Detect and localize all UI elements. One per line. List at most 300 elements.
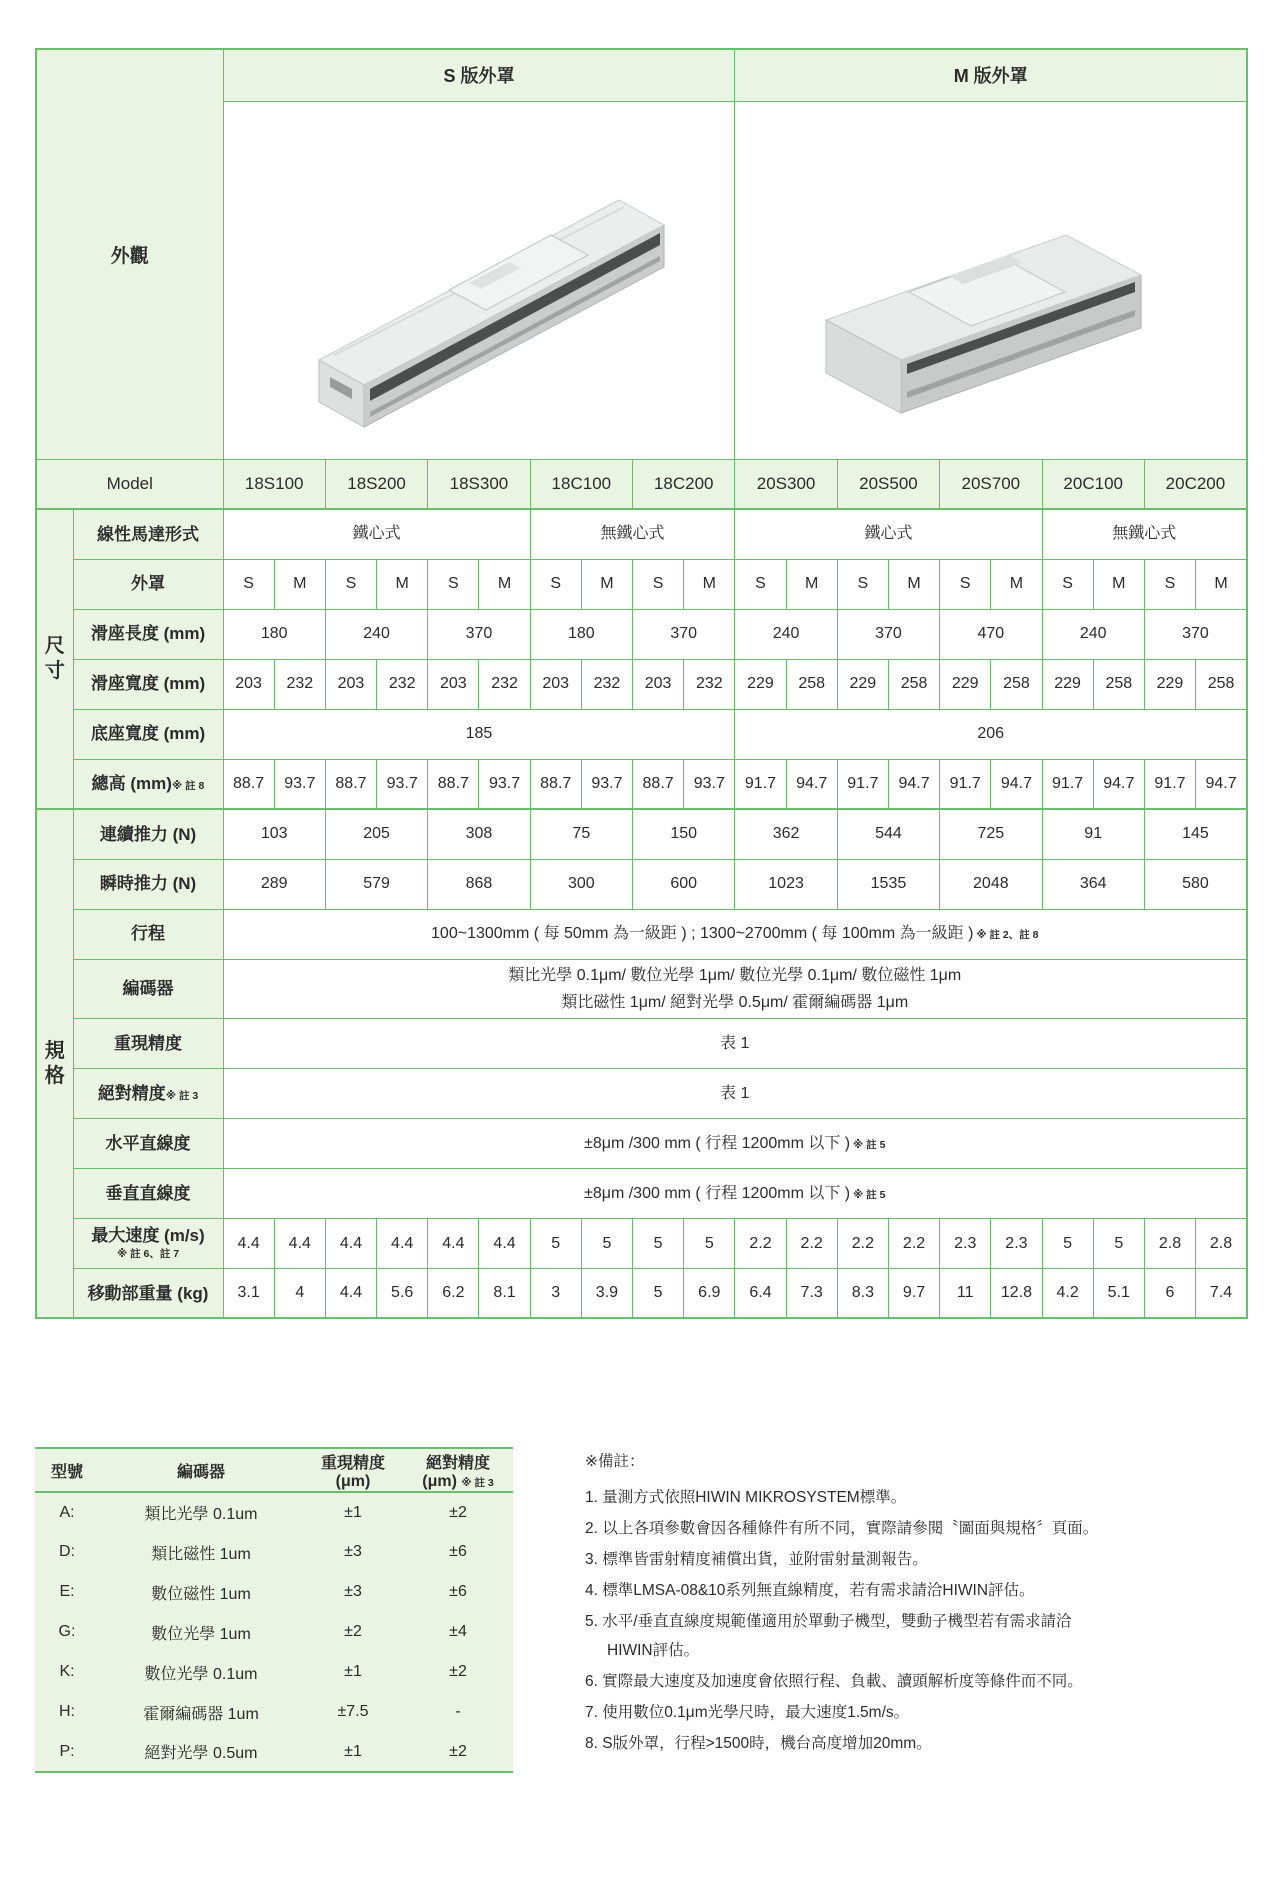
encoder-name: 類比光學 0.1um	[144, 1506, 258, 1524]
encoder-header-absolute-text: 絕對精度 (μm)	[422, 1454, 490, 1490]
value-cell	[325, 559, 376, 609]
value-cell	[530, 759, 581, 809]
value-text: 370	[1182, 625, 1209, 643]
value-line: 類比磁性 1μm/ 絕對光學 0.5μm/ 霍爾編碼器 1μm	[561, 993, 909, 1011]
value-text: M	[907, 575, 921, 593]
value-text: 1535	[870, 875, 907, 893]
encoder-repeatability: ±1	[344, 1663, 362, 1681]
row-label-text: 水平直線度	[105, 1133, 191, 1153]
note-item-1: 1. 量測方式依照HIWIN MIKROSYSTEM標準。	[585, 1489, 907, 1507]
encoder-name: 絕對光學 0.5um	[144, 1745, 258, 1763]
value-text: 5	[653, 1234, 663, 1252]
value-text: 2.8	[1209, 1234, 1233, 1252]
value-cell	[735, 559, 786, 609]
value-text: 91.7	[847, 774, 879, 792]
encoder-repeatability: ±2	[344, 1623, 362, 1641]
value-text: 180	[260, 625, 288, 643]
spec-row-moving-mass	[36, 1268, 1247, 1318]
value-cell	[223, 809, 325, 859]
value-cell	[1196, 659, 1247, 709]
value-text: 8.3	[851, 1284, 874, 1302]
value-text: 362	[772, 825, 800, 843]
value-cell	[325, 859, 427, 909]
value-cell	[684, 1218, 735, 1268]
encoder-name: 數位磁性 1um	[151, 1585, 251, 1603]
value-cell	[786, 1268, 837, 1318]
value-cell	[1144, 859, 1247, 909]
spec-row-slider-width	[36, 659, 1247, 709]
value-cell	[735, 709, 1247, 759]
row-label-text: 線性馬達形式	[97, 524, 199, 544]
row-label-cover	[73, 559, 223, 609]
row-label-repeatability	[73, 1018, 223, 1068]
value-cell	[991, 1268, 1042, 1318]
value-cell	[684, 759, 735, 809]
value-note: ※ 註 5	[850, 1188, 886, 1201]
value-cell	[223, 709, 735, 759]
value-text: S	[243, 575, 254, 593]
value-text: 6.9	[698, 1284, 721, 1302]
value-text: 229	[1054, 675, 1081, 693]
value-cell	[1196, 759, 1247, 809]
value-text: 93.7	[693, 774, 725, 792]
value-cell	[530, 509, 735, 559]
model-row	[36, 459, 1247, 509]
value-text: 94.7	[898, 774, 930, 792]
spec-row-vertical-straightness	[36, 1168, 1247, 1218]
encoder-row-A	[35, 1492, 513, 1532]
value-text: 370	[670, 625, 698, 643]
value-text: 11	[956, 1284, 974, 1302]
note-item-5: 5. 水平/垂直直線度規範僅適用於單動子機型，雙動子機型若有需求請洽 HIWIN評估。	[585, 1613, 1072, 1660]
model-18c100: 18C100	[530, 459, 632, 509]
value-text: 4.4	[339, 1284, 363, 1302]
value-text: 2.2	[902, 1234, 926, 1252]
value-text: 370	[875, 625, 902, 643]
value-cell	[940, 809, 1042, 859]
value-text: 229	[849, 675, 877, 693]
value-text: 4.4	[493, 1234, 516, 1252]
note-item-2: 2. 以上各項參數會因各種條件有所不同，實際請參閱〝圖面與規格〞頁面。	[585, 1520, 1099, 1538]
row-label-text: 重現精度	[114, 1033, 182, 1053]
encoder-repeatability: ±7.5	[337, 1703, 369, 1721]
value-cell	[428, 759, 479, 809]
value-cell	[1042, 509, 1247, 559]
value-cell	[223, 559, 274, 609]
model-20c100: 20C100	[1042, 459, 1144, 509]
value-cell	[1093, 1218, 1144, 1268]
spec-row-cover	[36, 559, 1247, 609]
value-cell	[1144, 559, 1195, 609]
value-text: S	[755, 575, 766, 593]
value-cell	[735, 609, 837, 659]
value-cell	[837, 609, 939, 659]
model-18s300: 18S300	[428, 459, 530, 509]
value-cell	[1042, 1268, 1093, 1318]
value-cell	[377, 559, 428, 609]
value-cell	[479, 759, 530, 809]
notes	[585, 1447, 1107, 1760]
notes-list	[585, 1483, 1107, 1758]
value-text: 鐵心式	[864, 525, 913, 543]
value-cell	[274, 1268, 325, 1318]
value-cell	[837, 1218, 888, 1268]
value-text: 725	[977, 825, 1005, 843]
value-text: 9.7	[902, 1284, 926, 1302]
value-cell	[1144, 1218, 1195, 1268]
value-text: 185	[465, 725, 493, 743]
value-text: 5	[1114, 1234, 1124, 1252]
value-text: 5	[602, 1234, 612, 1252]
value-cell	[633, 859, 735, 909]
model-18c200: 18C200	[633, 459, 735, 509]
value-cell	[888, 1218, 939, 1268]
row-label-text: 總高 (mm)	[91, 774, 172, 794]
value-cell	[428, 859, 530, 909]
value-text: S	[448, 575, 459, 593]
value-text: 2.3	[954, 1234, 977, 1252]
spec-row-slider-length	[36, 609, 1247, 659]
row-label-note: ※ 註 8	[171, 780, 205, 793]
value-text: 5	[653, 1284, 663, 1302]
value-cell	[325, 1268, 376, 1318]
value-text: 232	[695, 675, 723, 693]
group-label-text: 規格	[44, 1039, 65, 1087]
value-text: M	[395, 575, 409, 593]
value-text: 2.3	[1005, 1234, 1028, 1252]
value-text: 6	[1165, 1284, 1175, 1302]
value-cell	[325, 809, 427, 859]
value-cell	[428, 559, 479, 609]
value-text: 258	[900, 675, 928, 693]
value-cell	[1042, 559, 1093, 609]
value-text: 4.4	[339, 1234, 363, 1252]
value-cell	[1093, 559, 1144, 609]
value-text: 229	[951, 675, 979, 693]
spec-row-absolute-accuracy	[36, 1068, 1247, 1118]
value-cell	[223, 1018, 1247, 1068]
value-text: M	[702, 575, 716, 593]
value-text: 75	[572, 825, 591, 843]
encoder-code: K:	[59, 1663, 75, 1681]
encoder-repeatability: ±3	[344, 1543, 362, 1561]
value-cell	[530, 809, 632, 859]
linear-stage-graphic-s	[264, 115, 694, 445]
value-text: 91.7	[1154, 774, 1186, 792]
value-text: 258	[1207, 675, 1235, 693]
value-text: 91	[1084, 825, 1103, 843]
value-text: 103	[260, 825, 288, 843]
value-cell	[1196, 559, 1247, 609]
value-cell	[633, 809, 735, 859]
value-cell	[1093, 1268, 1144, 1318]
value-text: 無鐵心式	[600, 525, 665, 543]
encoder-accuracy-table	[35, 1447, 513, 1773]
value-text: M	[497, 575, 512, 593]
value-text: S	[857, 575, 869, 593]
value-text: 289	[260, 875, 288, 893]
value-text: 88.7	[437, 774, 469, 792]
value-cell	[581, 759, 632, 809]
row-label-slider-length	[73, 609, 223, 659]
value-cell	[991, 759, 1042, 809]
value-cell	[274, 1218, 325, 1268]
row-label-stroke	[73, 909, 223, 959]
value-cell	[735, 1268, 786, 1318]
value-text: 240	[1079, 625, 1107, 643]
value-text: 232	[593, 675, 621, 693]
value-cell	[633, 609, 735, 659]
value-cell	[1042, 609, 1144, 659]
value-text: 868	[465, 875, 493, 893]
model-label: Model	[36, 459, 223, 509]
value-cell	[1042, 1218, 1093, 1268]
value-cell	[479, 559, 530, 609]
spec-row-repeatability	[36, 1018, 1247, 1068]
value-text: 300	[567, 875, 595, 893]
note-item-3: 3. 標準皆雷射精度補償出貨，並附雷射量測報告。	[585, 1551, 928, 1569]
value-cell	[530, 659, 581, 709]
value-cell	[223, 759, 274, 809]
encoder-code: H:	[59, 1703, 75, 1721]
encoder-code: P:	[59, 1742, 75, 1760]
value-cell	[735, 759, 786, 809]
note-item-6: 6. 實際最大速度及加速度會依照行程、負載、讀頭解析度等條件而不同。	[585, 1673, 1083, 1691]
value-text: 180	[567, 625, 595, 643]
value-text: ±8μm /300 mm ( 行程 1200mm 以下 )	[584, 1184, 851, 1202]
value-text: 93.7	[284, 774, 316, 792]
encoder-header-absolute	[403, 1448, 513, 1492]
value-text: 3	[551, 1284, 561, 1302]
value-cell	[684, 559, 735, 609]
value-text: S	[652, 575, 664, 593]
value-cell	[581, 1218, 632, 1268]
value-text: 232	[491, 675, 518, 693]
value-cell	[479, 659, 530, 709]
value-text: 3.1	[237, 1284, 260, 1302]
encoder-row-G	[35, 1612, 513, 1652]
value-cell	[1144, 759, 1195, 809]
value-text: 2.8	[1158, 1234, 1182, 1252]
value-text: 258	[1105, 675, 1133, 693]
value-text: 表 1	[720, 1034, 750, 1052]
value-cell	[633, 559, 684, 609]
value-cell	[786, 1218, 837, 1268]
spec-row-max-speed	[36, 1218, 1247, 1268]
value-cell	[223, 1118, 1247, 1168]
value-text: 206	[977, 725, 1005, 743]
value-cell	[377, 1268, 428, 1318]
model-20c200: 20C200	[1144, 459, 1247, 509]
encoder-row-P	[35, 1732, 513, 1772]
value-cell	[888, 659, 939, 709]
encoder-repeatability: ±1	[344, 1742, 362, 1760]
s-cover-header: S 版外罩	[223, 49, 735, 101]
encoder-absolute: ±4	[449, 1623, 467, 1641]
value-text: S	[1062, 575, 1073, 593]
value-cell	[940, 1268, 991, 1318]
value-cell	[684, 659, 735, 709]
encoder-code: G:	[58, 1623, 76, 1641]
row-label-text: 底座寬度 (mm)	[90, 724, 206, 744]
value-text: 203	[644, 675, 672, 693]
value-cell	[735, 659, 786, 709]
value-text: 203	[542, 675, 570, 693]
value-text: M	[293, 575, 307, 593]
value-text: M	[1009, 575, 1024, 593]
spec-row-motor-type	[36, 509, 1247, 559]
m-cover-header: M 版外罩	[735, 49, 1247, 101]
model-18s200: 18S200	[325, 459, 427, 509]
encoder-absolute: ±2	[449, 1742, 467, 1760]
value-text: 600	[670, 875, 698, 893]
value-text: 2.2	[851, 1234, 874, 1252]
value-cell	[581, 659, 632, 709]
value-cell	[581, 559, 632, 609]
value-cell	[837, 859, 939, 909]
encoder-code: A:	[59, 1503, 75, 1521]
value-text: 544	[875, 825, 902, 843]
encoder-row-K	[35, 1652, 513, 1692]
value-cell	[223, 1268, 274, 1318]
value-text: 94.7	[1103, 774, 1135, 792]
row-label-text: 行程	[131, 924, 165, 944]
row-label-vertical-straightness	[73, 1168, 223, 1218]
model-20s300: 20S300	[735, 459, 837, 509]
value-cell	[735, 809, 837, 859]
group-label	[36, 509, 73, 809]
row-label-text: 絕對精度	[97, 1083, 166, 1103]
row-label-text: 最大速度 (m/s)	[91, 1226, 205, 1246]
row-label-slider-width	[73, 659, 223, 709]
value-cell	[940, 859, 1042, 909]
value-cell	[735, 859, 837, 909]
value-cell	[325, 1218, 376, 1268]
value-text: 91.7	[744, 774, 777, 792]
value-text: 91.7	[949, 774, 981, 792]
value-cell	[837, 559, 888, 609]
model-18s100: 18S100	[223, 459, 325, 509]
value-cell	[223, 1168, 1247, 1218]
encoder-header-note: ※ 註 3	[461, 1476, 494, 1489]
value-cell	[1042, 759, 1093, 809]
value-text: 3.9	[595, 1284, 619, 1302]
value-cell	[991, 559, 1042, 609]
value-text: 93.7	[488, 774, 521, 792]
value-cell	[581, 1268, 632, 1318]
value-cell	[428, 1268, 479, 1318]
value-text: 240	[363, 625, 390, 643]
value-text: 91.7	[1052, 774, 1084, 792]
value-cell	[1144, 1268, 1195, 1318]
encoder-repeatability: ±3	[344, 1583, 362, 1601]
value-cell	[274, 559, 325, 609]
value-text: 232	[388, 675, 416, 693]
encoder-absolute: ±6	[449, 1583, 467, 1601]
value-cell	[325, 659, 376, 709]
value-text: S	[959, 575, 971, 593]
encoder-name: 霍爾編碼器 1um	[143, 1705, 259, 1723]
value-text: 鐵心式	[352, 525, 401, 543]
row-label-moving-mass	[73, 1268, 223, 1318]
value-text: 12.8	[1000, 1284, 1032, 1302]
value-cell	[1196, 1218, 1247, 1268]
value-text: 8.1	[493, 1284, 516, 1302]
value-cell	[940, 609, 1042, 659]
row-label-text: 連續推力 (N)	[99, 824, 197, 844]
row-label-text: 瞬時推力 (N)	[99, 874, 197, 894]
value-cell	[837, 1268, 888, 1318]
row-label-motor-type	[73, 509, 223, 559]
value-cell	[325, 759, 376, 809]
value-cell	[530, 859, 632, 909]
value-text: M	[1112, 575, 1126, 593]
s-cover-product-image	[223, 101, 735, 459]
value-text: 5.6	[391, 1284, 414, 1302]
row-label-text: 滑座寬度 (mm)	[90, 674, 206, 694]
value-text: 4.4	[442, 1234, 465, 1252]
row-label-continuous-force	[73, 809, 223, 859]
value-cell	[837, 759, 888, 809]
spec-row-base-width	[36, 709, 1247, 759]
value-cell	[991, 1218, 1042, 1268]
value-cell	[940, 659, 991, 709]
value-text: 100~1300mm ( 每 50mm 為一級距 ) ; 1300~2700mm ( 每 100mm 為一級距 )	[431, 925, 974, 943]
spec-table	[35, 48, 1248, 1319]
value-line: 類比光學 0.1μm/ 數位光學 1μm/ 數位光學 0.1μm/ 數位磁性 1μm	[508, 966, 962, 984]
group-label	[36, 809, 73, 1318]
value-text: 4.2	[1056, 1284, 1079, 1302]
value-text: 4.4	[237, 1234, 260, 1252]
value-cell	[479, 1218, 530, 1268]
value-text: M	[600, 575, 614, 593]
value-text: 94.7	[1000, 774, 1032, 792]
value-cell	[223, 959, 1247, 1018]
value-cell	[1042, 659, 1093, 709]
value-cell	[837, 809, 939, 859]
value-cell	[530, 559, 581, 609]
row-label-subnote: ※ 註 6、註 7	[116, 1248, 180, 1261]
group-label-text: 尺寸	[44, 635, 65, 682]
value-cell	[428, 659, 479, 709]
value-text: 94.7	[1205, 774, 1237, 792]
row-label-total-height	[73, 759, 223, 809]
value-text: 94.7	[796, 774, 828, 792]
row-label-peak-force	[73, 859, 223, 909]
value-cell	[1093, 759, 1144, 809]
value-cell	[223, 609, 325, 659]
value-text: 579	[363, 875, 390, 893]
spec-row-continuous-force	[36, 809, 1247, 859]
value-text: 203	[235, 675, 262, 693]
value-cell	[1144, 609, 1247, 659]
value-text: 240	[772, 625, 800, 643]
value-text: S	[1164, 575, 1176, 593]
value-text: M	[1214, 575, 1228, 593]
encoder-code: D:	[59, 1543, 75, 1561]
bottom-section	[35, 1447, 1248, 1773]
value-cell	[377, 659, 428, 709]
encoder-absolute: ±6	[449, 1543, 467, 1561]
value-text: 203	[337, 675, 365, 693]
value-cell	[633, 1218, 684, 1268]
value-cell	[940, 759, 991, 809]
value-text: 2.2	[800, 1234, 823, 1252]
row-label-note: ※ 註 3	[165, 1089, 199, 1102]
value-cell	[530, 609, 632, 659]
model-20s500: 20S500	[837, 459, 939, 509]
value-text: 6.4	[749, 1284, 772, 1302]
